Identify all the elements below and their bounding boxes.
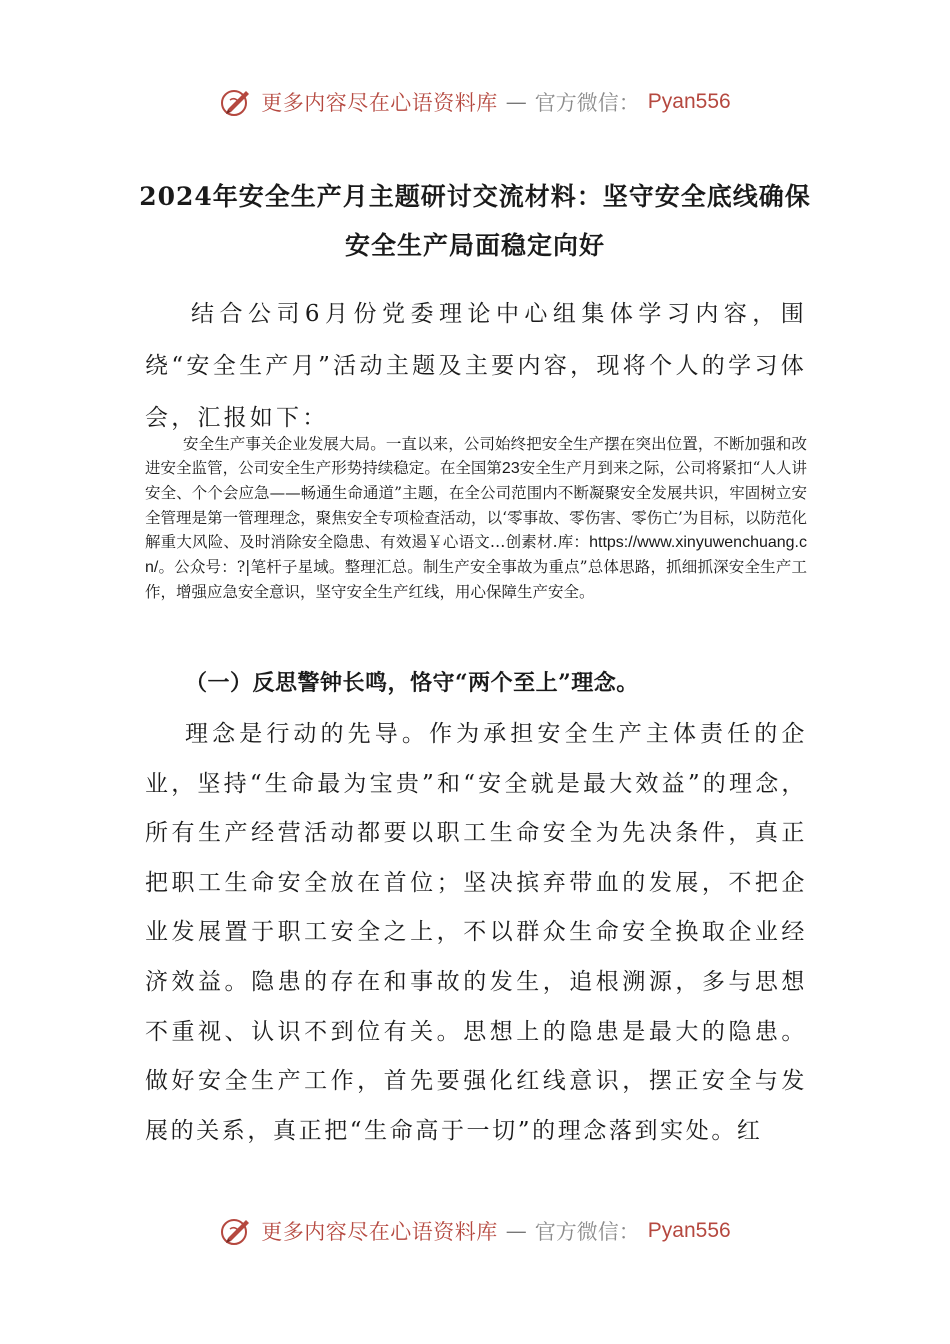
pen-logo-icon: [219, 1214, 253, 1248]
summary-text-part3: 。公众号：?|笔杆子星域。整理汇总。制生产安全事故为重点”总体思路，抓细抓深安全生产工作，增强应急安全意识，坚守安全生产红线，用心保障生产安全。: [145, 558, 807, 602]
pen-logo-icon: [219, 85, 253, 119]
document-title-line2: 安全生产局面稳定向好: [344, 231, 605, 260]
banner-text: 更多内容尽在心语资料库: [261, 1220, 498, 1244]
summary-text-part2: 安全生产月到来之际，公司将紧扣“人人讲安全、个个会应急——畅通生命通道”主题，在全公司范围内不断凝聚安全发展共识，牢固树立安全管理是第一管理理念，聚焦安全专项检查活动，以‘零事故、零伤害、零伤亡’为目标，以防范化解重大风险、及时消除安全隐患、有效遏￥心语文…创素材.库：: [145, 459, 807, 551]
wechat-label: 官方微信：: [534, 1220, 640, 1244]
summary-url: https://www.xinyuwenchuang.cn/: [145, 533, 807, 577]
wechat-id: Pyan556: [647, 1219, 731, 1242]
intro-paragraph: 结合公司6月份党委理论中心组集体学习内容，围绕“安全生产月”活动主题及主要内容，现将个人的学习体会，汇报如下：: [145, 301, 807, 431]
summary-number: 23: [501, 460, 520, 478]
summary-text-part1: 安全生产事关企业发展大局。一直以来，公司始终把安全生产摆在突出位置，不断加强和改进安全监管，公司安全生产形势持续稳定。在全国第: [145, 435, 807, 478]
wechat-label: 官方微信：: [534, 91, 640, 115]
section-heading-1: （一）反思警钟长鸣，恪守“两个至上”理念。: [185, 670, 639, 696]
wechat-id: Pyan556: [647, 90, 731, 113]
summary-paragraph: [145, 432, 807, 604]
banner-dash: —: [505, 90, 527, 114]
footer-watermark-banner: [0, 1211, 950, 1251]
document-title-line1: 2024年安全生产月主题研讨交流材料：坚守安全底线确保: [139, 182, 811, 211]
header-watermark-banner: [0, 82, 950, 122]
body-paragraph-1: 理念是行动的先导。作为承担安全生产主体责任的企业，坚持“生命最为宝贵”和“安全就是最大效益”的理念，所有生产经营活动都要以职工生命安全为先决条件，真正把职工生命安全放在首位；坚决摈弃带血的发展，不把企业发展置于职工安全之上，不以群众生命安全换取企业经济效益。隐患的存在和事故的发生，追根溯源，多与思想不重视、认识不到位有关。思想上的隐患是最大的隐患。做好安全生产工作，首先要强化红线意识，摆正安全与发展的关系，真正把“生命高于一切”的理念落到实处。红: [145, 721, 807, 1144]
banner-text: 更多内容尽在心语资料库: [261, 91, 498, 115]
banner-dash: —: [505, 1219, 527, 1243]
